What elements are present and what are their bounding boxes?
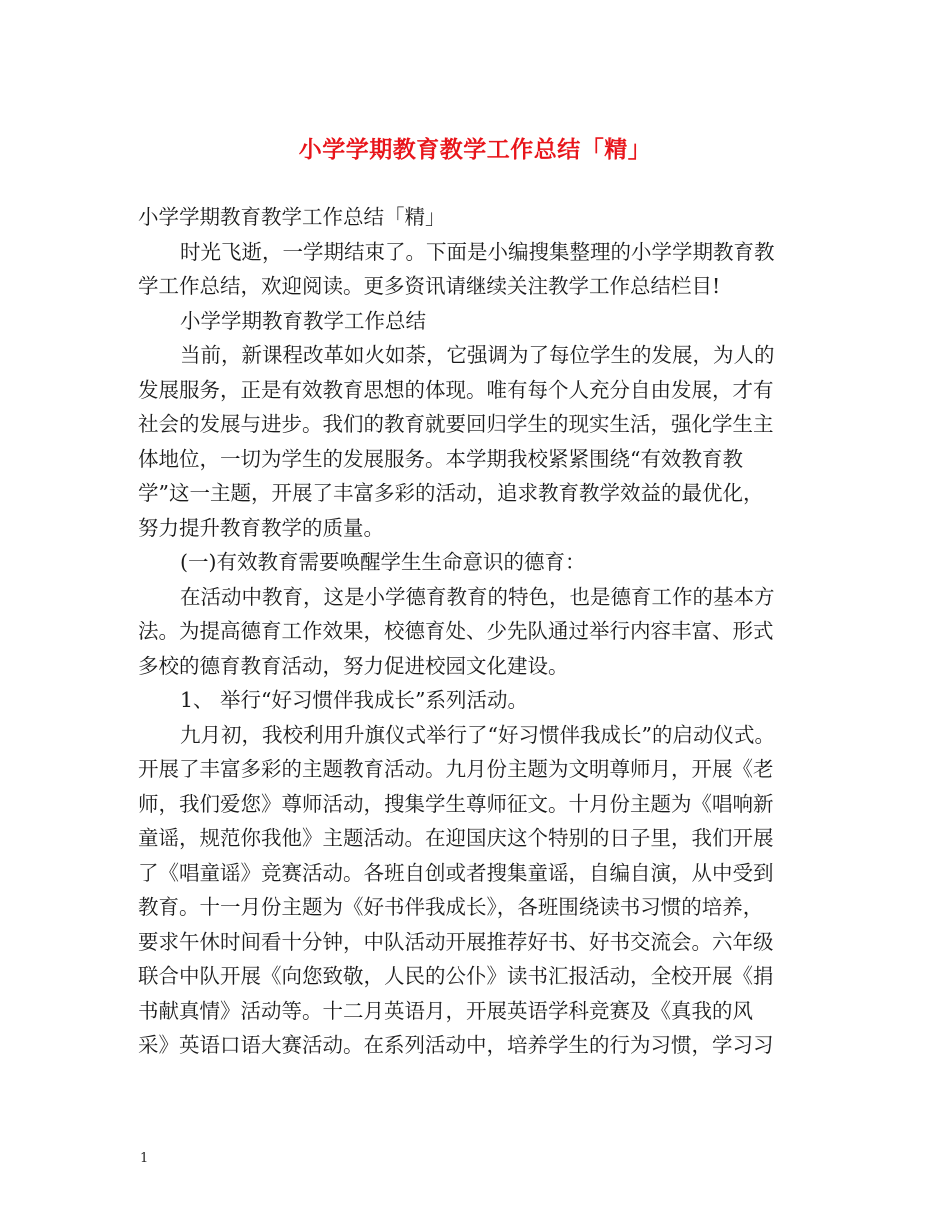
text-line: 书献真情》活动等。十二月英语月，开展英语学科竞赛及《真我的风: [138, 998, 753, 1023]
text-line: 小学学期教育教学工作总结: [180, 308, 426, 333]
text-line: 开展了丰富多彩的主题教育活动。九月份主题为文明尊师月，开展《老: [138, 757, 774, 781]
text-line: 当前，新课程改革如火如荼，它强调为了每位学生的发展，为人的: [180, 343, 775, 367]
text-line: 发展服务，正是有效教育思想的体现。唯有每个人充分自由发展，才有: [138, 377, 774, 402]
text-line: 在活动中教育，这是小学德育教育的特色，也是德育工作的基本方: [180, 584, 775, 609]
text-line: 多校的德育教育活动，努力促进校园文化建设。: [138, 653, 569, 678]
text-line: 联合中队开展《向您致敬，人民的公仆》读书汇报活动，全校开展《捐: [138, 964, 774, 988]
page-title: 小学学期教育教学工作总结「精」: [298, 136, 652, 163]
text-line: (一)有效教育需要唤醒学生生命意识的德育：: [180, 550, 586, 574]
text-line: 努力提升教育教学的质量。: [138, 515, 384, 540]
page-number: 1: [140, 1151, 149, 1166]
text-line: 社会的发展与进步。我们的教育就要回归学生的现实生活，强化学生主: [138, 412, 774, 436]
text-line: 法。为提高德育工作效果，校德育处、少先队通过举行内容丰富、形式: [138, 619, 774, 643]
text-line: 采》英语口语大赛活动。在系列活动中，培养学生的行为习惯，学习习: [138, 1033, 774, 1057]
text-line: 了《唱童谣》竞赛活动。各班自创或者搜集童谣，自编自演，从中受到: [138, 860, 774, 885]
text-line: 童谣，规范你我他》主题活动。在迎国庆这个特别的日子里，我们开展: [138, 826, 774, 850]
text-line: 要求午休时间看十分钟，中队活动开展推荐好书、好书交流会。六年级: [138, 929, 774, 954]
text-line: 学”这一主题，开展了丰富多彩的活动，追求教育教学效益的最优化，: [138, 481, 764, 505]
text-line: 师，我们爱您》尊师活动，搜集学生尊师征文。十月份主题为《唱响新: [138, 791, 774, 816]
document-body: [138, 200, 838, 1063]
text-line: 教育。十一月份主题为《好书伴我成长》，各班围绕读书习惯的培养，: [138, 895, 764, 919]
text-line: 九月初，我校利用升旗仪式举行了“好习惯伴我成长”的启动仪式。: [180, 722, 775, 747]
text-line: 学工作总结，欢迎阅读。更多资讯请继续关注教学工作总结栏目!: [138, 274, 721, 298]
text-line: 时光飞逝，一学期结束了。下面是小编搜集整理的小学学期教育教: [180, 239, 775, 264]
text-line: 体地位，一切为学生的发展服务。本学期我校紧紧围绕“有效教育教: [138, 446, 743, 471]
text-line: 1、 举行“好习惯伴我成长”系列活动。: [180, 688, 529, 712]
text-line: 小学学期教育教学工作总结「精」: [138, 205, 446, 229]
